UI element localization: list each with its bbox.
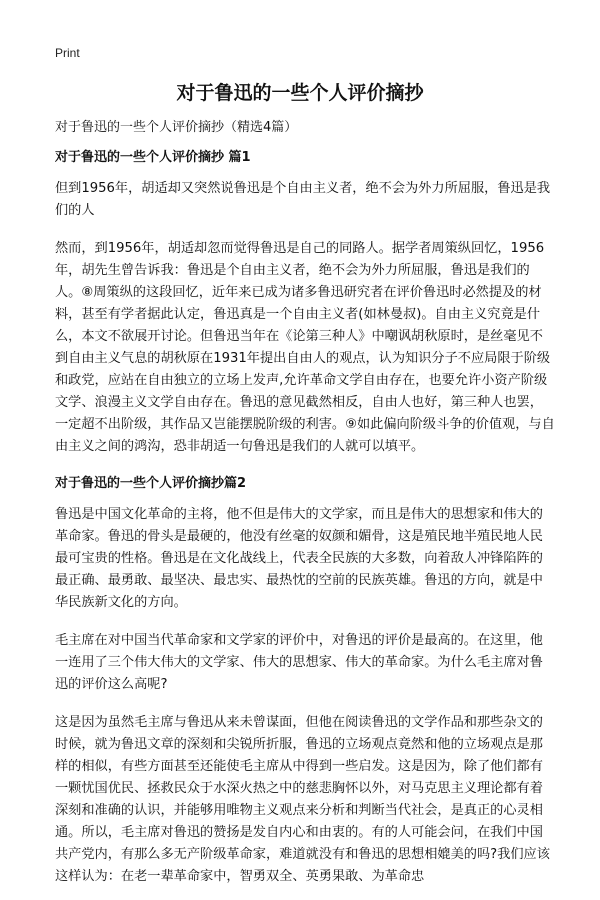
print-label[interactable]: Print [55,46,80,60]
section-2-paragraph-2: 毛主席在对中国当代革命家和文学家的评价中，对鲁迅的评价是最高的。在这里，他一连用了三个伟大伟大的文学家、伟大的思想家、伟大的革命家。为什么毛主席对鲁迅的评价这么高呢? [55,633,543,692]
section-2-title: 对于鲁迅的一些个人评价摘抄篇2 [55,476,247,491]
document-body [55,118,555,900]
section-1-paragraph-2: 然而，到1956年，胡适却忽而觉得鲁迅是自己的同路人。据学者周策纵回忆，1956年，胡先生曾告诉我：鲁迅是个自由主义者，绝不会为外力所屈服，鲁迅是我们的人。⑧周策纵的这段回忆，近年来已成为诸多鲁迅研究者在评价鲁迅时必然提及的材料，甚至有学者据此认定，鲁迅真是一个自由主义者(如林曼叔)。自由主义究竟是什么，本文不欲展开讨论。但鲁迅当年在《论第三种人》中嘲讽胡秋原时，是丝毫见不到自由主义气息的胡秋原在1931年提出自由人的观点，认为知识分子不应局限于阶级和政党，应站在自由独立的立场上发声,允许革命文学自由存在，也要允许小资产阶级文学、浪漫主义文学自由存在。鲁迅的意见截然相反，自由人也好，第三种人也罢，一定超不出阶级，其作品又岂能摆脱阶级的利害。⑨如此偏向阶级斗争的价值观，与自由主义之间的鸿沟，恐非胡适一句鲁迅是我们的人就可以填平。 [55,241,555,454]
document-subtitle: 对于鲁迅的一些个人评价摘抄（精选4篇） [55,120,298,135]
section-1-title: 对于鲁迅的一些个人评价摘抄 篇1 [55,150,251,165]
section-2-paragraph-1: 鲁迅是中国文化革命的主将，他不但是伟大的文学家，而且是伟大的思想家和伟大的革命家。鲁迅的骨头是最硬的，他没有丝毫的奴颜和媚骨，这是殖民地半殖民地人民最可宝贵的性格。鲁迅是在文化战线上，代表全民族的大多数，向着敌人冲锋陷阵的最正确、最勇敢、最坚决、最忠实、最热忱的空前的民族英雄。鲁迅的方向，就是中华民族新文化的方向。 [55,507,543,610]
section-1-paragraph-1: 但到1956年，胡适却又突然说鲁迅是个自由主义者，绝不会为外力所屈服，鲁迅是我们的人 [55,181,551,218]
page-title: 对于鲁迅的一些个人评价摘抄 [176,82,424,104]
section-2-paragraph-3: 这是因为虽然毛主席与鲁迅从来未曾谋面，但他在阅读鲁迅的文学作品和那些杂文的时候，就为鲁迅文章的深刻和尖锐所折服，鲁迅的立场观点竟然和他的立场观点是那样的相似，有些方面甚至还能使毛主席从中得到一些启发。这是因为，除了他们都有一颗忧国优民、拯救民众于水深火热之中的慈悲胸怀以外，对马克思主义理论都有着深刻和准确的认识，并能够用唯物主义观点来分析和判断当代社会，是真正的心灵相通。所以，毛主席对鲁迅的赞扬是发自内心和由衷的。有的人可能会问，在我们中国共产党内，有那么多无产阶级革命家，难道就没有和鲁迅的思想相媲美的吗?我们应该这样认为：在老一辈革命家中，智勇双全、英勇果敢、为革命忠 [55,715,550,884]
